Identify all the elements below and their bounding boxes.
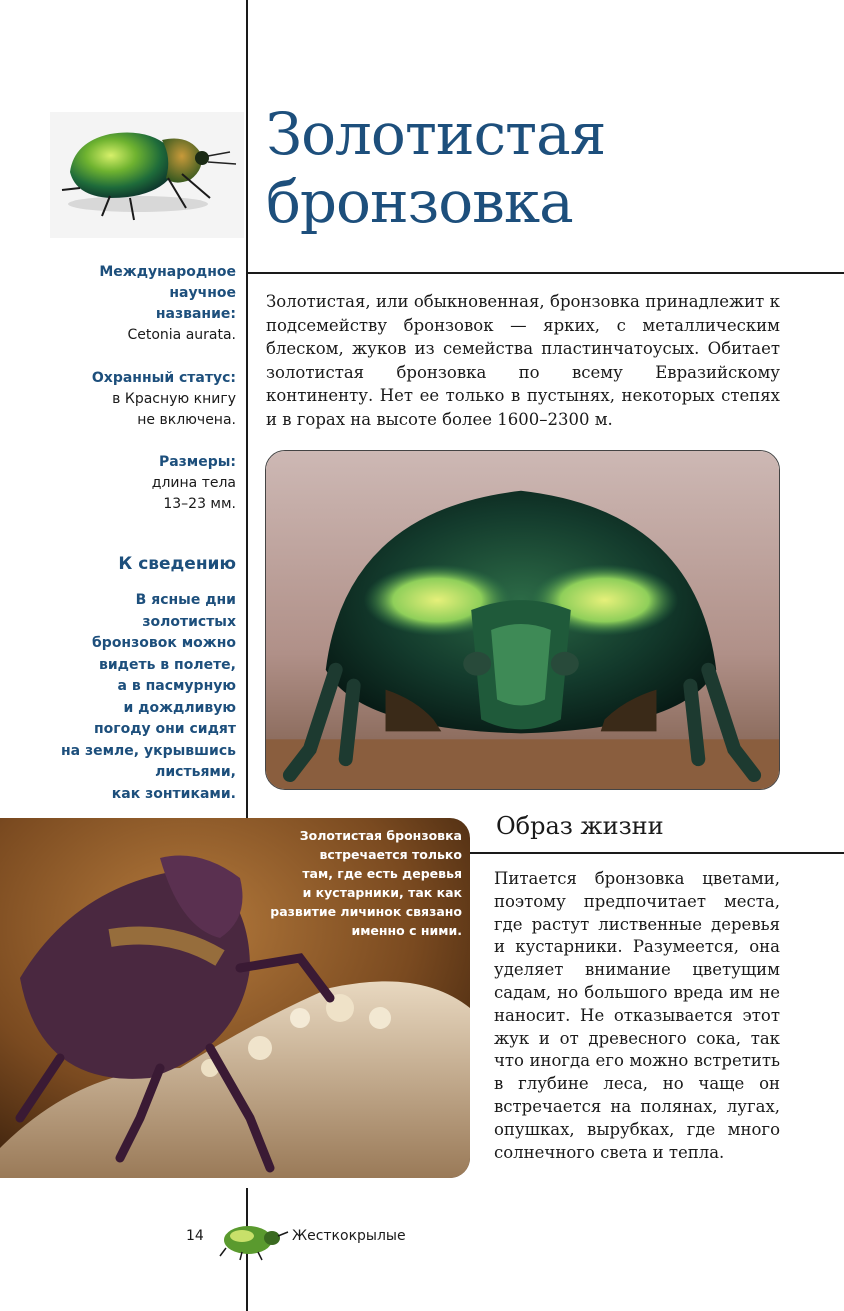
- info-line: и дождливую: [123, 699, 236, 716]
- caption-line: и кустарники, так как: [302, 885, 462, 900]
- intl-name-label-2: научное: [169, 285, 236, 301]
- title-line-1: Золотистая: [266, 100, 606, 168]
- intro-paragraph: Золотистая, или обыкновенная, бронзовка принадлежит к подсемейству бронзовок — ярких, с металлическим блеском, жуков из семейства пластинчатоусых. Обитает золотистая бронзовка по всему Евразийскому континенту. Нет ее только в пустынях, некоторых степях и в горах на высоте более 1600–2300 м.: [266, 292, 780, 429]
- caption-line: развитие личинок связано: [270, 904, 462, 919]
- size-label: Размеры:: [158, 454, 236, 470]
- lifestyle-paragraph: Питается бронзовка цветами, поэтому предпочитает места, где растут лиственные деревья и кустарники. Разумеется, она уделяет внимание цветущим садам, но большого вреда им не наносит. Не отказывается этот жук и от древесного сока, так что иногда его можно встретить в глубине леса, но чаще он встречается на полянах, лугах, опушках, вырубках, где много солнечного света и тепла.: [494, 869, 780, 1162]
- info-text: [36, 590, 236, 805]
- info-line: листьями,: [155, 764, 236, 780]
- title-rule: [246, 272, 844, 274]
- info-heading: К сведению: [118, 554, 236, 574]
- status-value-1: в Красную книгу: [112, 391, 236, 407]
- caption-line: там, где есть деревья: [302, 866, 462, 881]
- sidebar-intl-name: [6, 262, 236, 346]
- info-line: а в пасмурную: [117, 678, 236, 694]
- page-title: [266, 100, 826, 236]
- caption-line: именно с ними.: [351, 923, 462, 938]
- section-rule: [470, 852, 844, 854]
- status-value-2: не включена.: [137, 412, 236, 428]
- photo-caption: [262, 826, 462, 940]
- info-line: бронзовок можно: [92, 635, 236, 651]
- footer-beetle-icon: [212, 1214, 290, 1262]
- caption-line: Золотистая бронзовка: [299, 828, 462, 843]
- info-line: погоду они сидят: [93, 721, 236, 737]
- info-line: видеть в полете,: [98, 656, 236, 673]
- info-line: как зонтиками.: [111, 785, 236, 802]
- info-line: на земле, укрывшись: [60, 742, 236, 759]
- caption-line: встречается только: [319, 847, 462, 862]
- beetle-thumbnail-image: [50, 112, 244, 238]
- intl-name-label-1: Международное: [99, 264, 236, 280]
- vertical-rule-top: [246, 0, 248, 820]
- info-line: золотистых: [142, 613, 236, 630]
- page-number: 14: [186, 1228, 204, 1244]
- lifestyle-heading: Образ жизни: [496, 812, 664, 840]
- title-line-2: бронзовка: [266, 168, 573, 236]
- beetle-closeup-photo: [265, 450, 780, 790]
- intl-name-label-3: название:: [155, 306, 236, 322]
- intl-name-value: Cetonia aurata.: [127, 327, 236, 343]
- sidebar-size: [6, 452, 236, 515]
- size-value-1: длина тела: [151, 475, 236, 491]
- section-name: Жесткокрылые: [292, 1228, 406, 1244]
- sidebar-status: [6, 368, 236, 431]
- status-label: Охранный статус:: [91, 370, 236, 386]
- info-line: В ясные дни: [135, 592, 236, 608]
- size-value-2: 13–23 мм.: [163, 496, 236, 512]
